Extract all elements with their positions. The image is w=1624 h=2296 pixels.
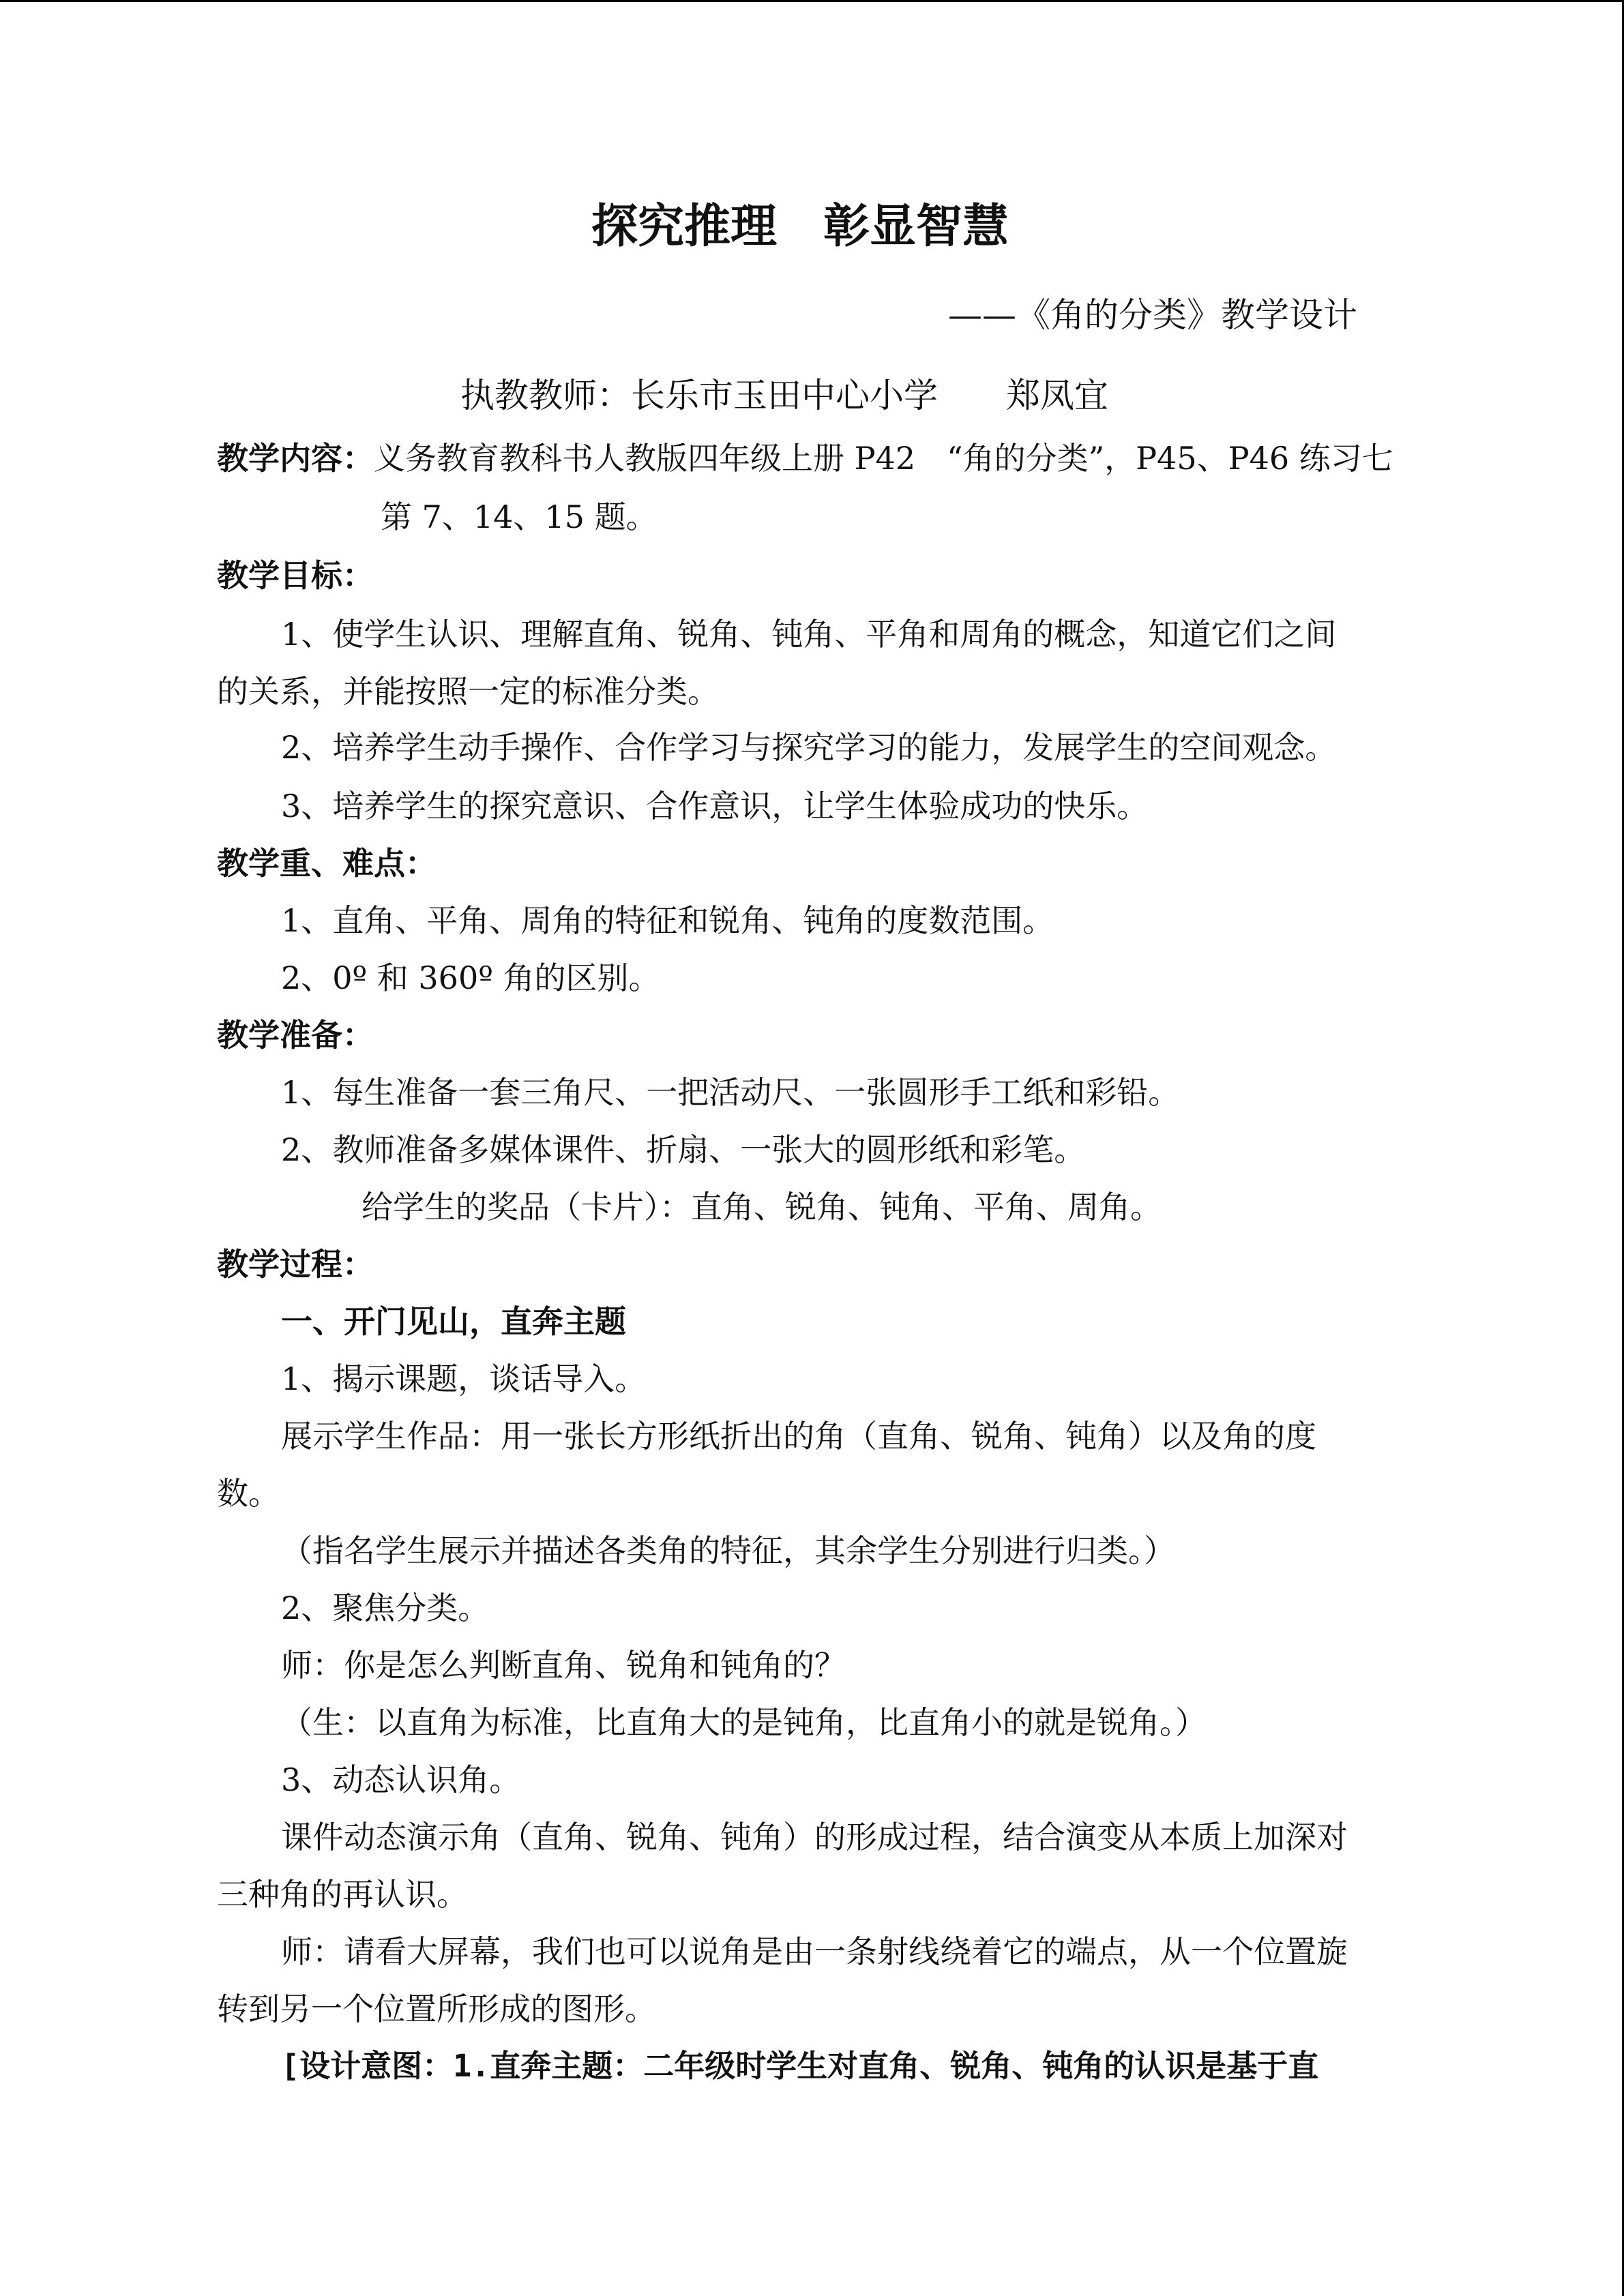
objective-1-line-2: 的关系，并能按照一定的标准分类。 [217,673,719,710]
objective-3: 3、培养学生的探究意识、合作意识，让学生体验成功的快乐。 [281,788,1149,824]
paragraph-1-line-2: 数。 [217,1475,280,1512]
paragraph-5-line-1: 课件动态演示角（直角、锐角、钝角）的形成过程，结合演变从本质上加深对 [281,1819,1348,1855]
content-line [217,438,1393,479]
paragraph-2: （指名学生展示并描述各类角的特征，其余学生分别进行归类。） [281,1532,1175,1569]
preparation-3: 给学生的奖品（卡片）：直角、锐角、钝角、平角、周角。 [361,1189,1162,1225]
document-title: 探究推理 彰显智慧 [591,199,1009,254]
step-2: 2、聚焦分类。 [281,1590,490,1626]
preparation-2: 2、教师准备多媒体课件、折扇、一张大的圆形纸和彩笔。 [281,1131,1086,1168]
paragraph-6-line-2: 转到另一个位置所形成的图形。 [217,1991,656,2027]
teacher-info: 执教教师：长乐市玉田中心小学 郑凤宜 [460,376,1108,415]
content-continuation: 第 7、14、15 题。 [381,498,658,535]
page-border-top [0,0,1624,2]
paragraph-5-line-2: 三种角的再认识。 [217,1876,468,1913]
paragraph-3: 师：你是怎么判断直角、锐角和钝角的？ [281,1647,846,1684]
content-text: 义务教育教科书人教版四年级上册 P42 “角的分类”，P45、P46 练习七 [374,440,1393,477]
process-heading: 教学过程： [217,1246,374,1283]
preparation-1: 1、每生准备一套三角尺、一把活动尺、一张圆形手工纸和彩铅。 [281,1074,1180,1111]
keypoints-heading: 教学重、难点： [217,845,437,882]
section-1-heading: 一、开门见山，直奔主题 [281,1303,626,1340]
document-subtitle: ——《角的分类》教学设计 [948,295,1357,335]
paragraph-6-line-1: 师：请看大屏幕，我们也可以说角是由一条射线绕着它的端点，从一个位置旋 [281,1933,1348,1970]
paragraph-4: （生：以直角为标准，比直角大的是钝角，比直角小的就是锐角。） [281,1704,1207,1741]
objective-1-line-1: 1、使学生认识、理解直角、锐角、钝角、平角和周角的概念，知道它们之间 [281,616,1337,653]
objective-2: 2、培养学生动手操作、合作学习与探究学习的能力，发展学生的空间观念。 [281,729,1337,766]
step-1: 1、揭示课题，谈话导入。 [281,1360,647,1397]
step-3: 3、动态认识角。 [281,1761,521,1798]
design-note: [设计意图：1.直奔主题：二年级时学生对直角、锐角、钝角的认识是基于直 [281,2048,1319,2084]
content-label: 教学内容： [217,440,374,477]
paragraph-1-line-1: 展示学生作品：用一张长方形纸折出的角（直角、锐角、钝角）以及角的度 [281,1418,1316,1455]
objectives-heading: 教学目标： [217,557,374,594]
keypoint-1: 1、直角、平角、周角的特征和锐角、钝角的度数范围。 [281,902,1054,939]
keypoint-2: 2、0º 和 360º 角的区别。 [281,959,660,996]
preparation-heading: 教学准备： [217,1017,374,1054]
